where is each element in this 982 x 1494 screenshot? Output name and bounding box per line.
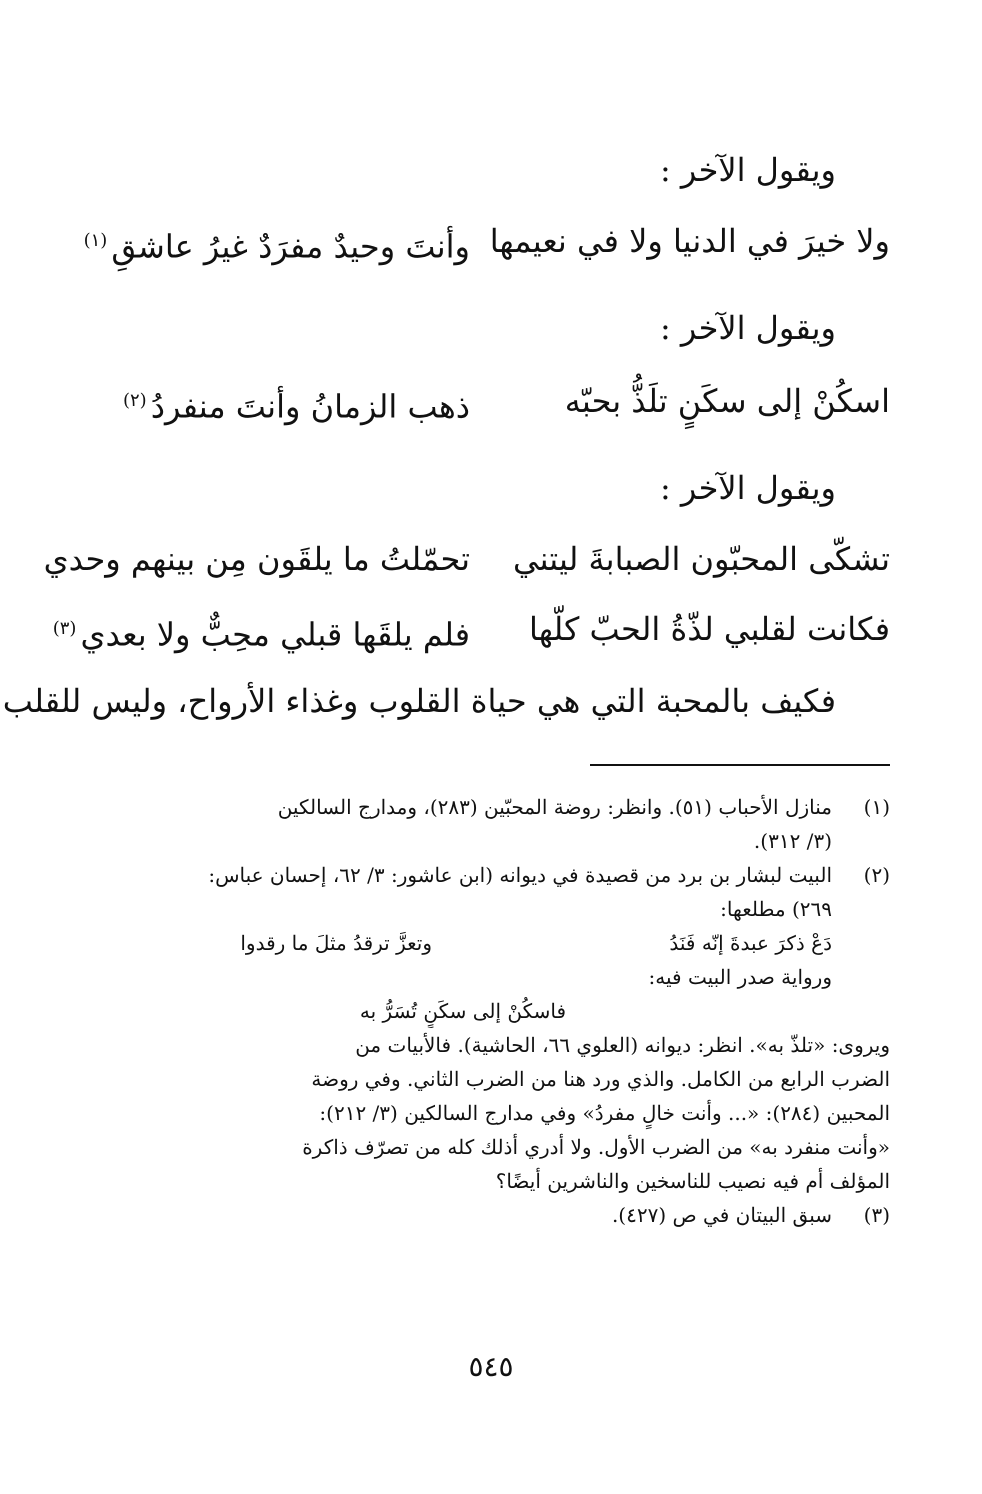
verse-1-first-hemistich: ولا خيرَ في الدنيا ولا في نعيمها [489, 222, 890, 260]
footnote-3-line-1: سبق البيتان في ص (٤٢٧). [611, 1203, 832, 1227]
verse-4 [52, 604, 890, 654]
footnote-separator [590, 764, 890, 766]
footnote-ref-1: (١) [83, 230, 108, 251]
footnote-2-number: (٢) [863, 863, 890, 887]
footnotes [94, 790, 890, 1232]
footnote-2-line-2: ٢٦٩) مطلعها: [720, 897, 832, 921]
footnote-2-verse-second: وتعزَّ ترقدُ مثلَ ما رقدوا [240, 931, 432, 955]
verse-4-second-hemistich: فلم يلقَها قبلي محِبٌّ ولا بعدي$^{(٣)}$ [52, 615, 470, 654]
footnote-2-line-8: «وأنت منفرد به» من الضرب الأول. ولا أدري أذلك كله من تصرّف ذاكرة [302, 1135, 890, 1159]
verse-1-second-hemistich: وأنتَ وحيدٌ مفرَدٌ غيرُ عاشقِ$^{(١)}$ [83, 227, 470, 266]
footnote-1-line-2: (٣/ ٣١٢). [753, 829, 832, 853]
intro-line-1: ويقول الآخر : [659, 151, 836, 189]
footnote-1-line-1: منازل الأحباب (٥١). وانظر: روضة المحبّين (٢٨٣)، ومدارج السالكين [277, 795, 832, 819]
verse-2 [90, 376, 890, 426]
footnote-2-line-1: البيت لبشار بن برد من قصيدة في ديوانه (ابن عاشور: ٣/ ٦٢، إحسان عباس: [208, 863, 832, 887]
verse-3-second-hemistich: تحمّلتُ ما يلقَون مِن بينهم وحدي [43, 540, 470, 578]
footnote-2-line-7: المحبين (٢٨٤): «... وأنت خالٍ مفردُ» وفي مدارج السالكين (٣/ ٢١٢): [319, 1101, 890, 1125]
footnote-2-line-5: ويروى: «تلذّ به». انظر: ديوانه (العلوي ٦٦، الحاشية). فالأبيات من [355, 1033, 890, 1057]
verse-1 [83, 216, 890, 266]
footnote-2-line-3: ورواية صدر البيت فيه: [648, 965, 832, 989]
verse-2-second-hemistich: ذهب الزمانُ وأنتَ منفردُ$^{(٢)}$ [122, 387, 470, 426]
verse-3-first-hemistich: تشكّى المحبّون الصبابةَ ليتني [512, 540, 890, 578]
footnote-3 [94, 1198, 890, 1232]
intro-line-3: ويقول الآخر : [659, 469, 836, 507]
footnote-1-number: (١) [863, 795, 890, 819]
footnote-ref-2: (٢) [122, 390, 147, 411]
verse-2-first-hemistich: اسكُنْ إلى سكَنٍ تلَذُّ بحبّه [564, 382, 890, 420]
footnote-1 [94, 790, 890, 858]
footnote-2-verse-first: دَعْ ذكرَ عبدةَ إنّه فَنَدُ [669, 931, 832, 955]
footnote-2-line-4: فاسكُنْ إلى سكَنٍ تُسَرُّ به [359, 999, 567, 1023]
footnote-ref-3: (٣) [52, 618, 77, 639]
footnote-3-number: (٣) [863, 1203, 890, 1227]
footnote-2-verse [94, 926, 832, 960]
verse-3 [43, 534, 890, 584]
footnote-2-continuation [94, 1028, 890, 1198]
footnote-2 [94, 858, 890, 1028]
body-paragraph: فكيف بالمحبة التي هي حياة القلوب وغذاء الأرواح، وليس للقلب [2, 682, 836, 720]
footnote-2-line-9: المؤلف أم فيه نصيب للناسخين والناشرين أيضًا؟ [495, 1169, 890, 1193]
intro-line-2: ويقول الآخر : [659, 309, 836, 347]
page-number: ٥٤٥ [468, 1350, 514, 1383]
footnote-2-line-6: الضرب الرابع من الكامل. والذي ورد هنا من الضرب الثاني. وفي روضة [311, 1067, 890, 1091]
verse-4-first-hemistich: فكانت لقلبي لذّةُ الحبّ كلّها [529, 610, 890, 648]
